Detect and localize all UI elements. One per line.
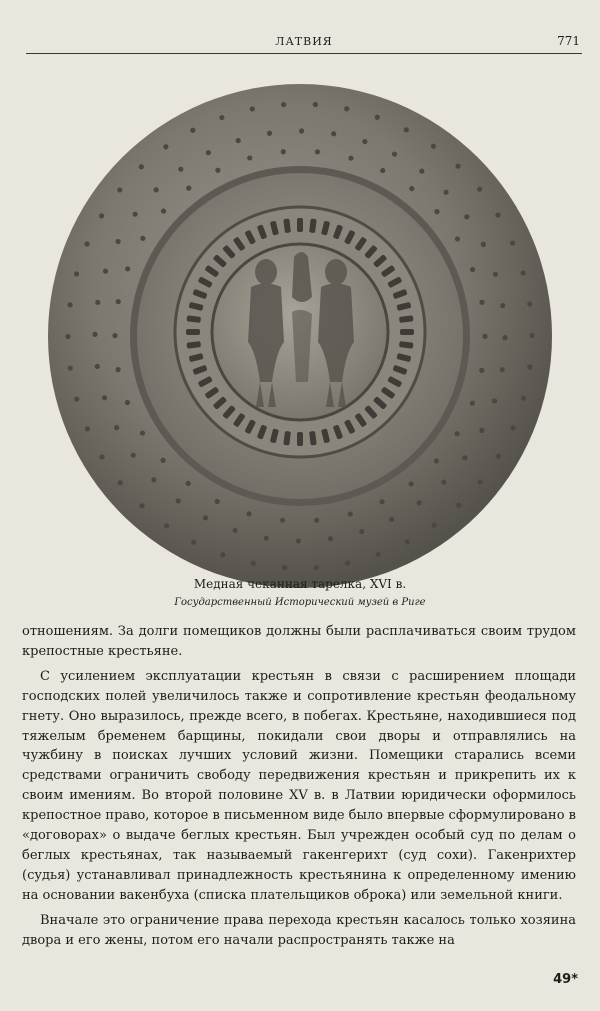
body-text xyxy=(22,622,576,951)
running-head: ЛАТВИЯ xyxy=(275,35,333,48)
page-header xyxy=(26,31,582,54)
page-number: 771 xyxy=(557,34,580,48)
figure-caption-source: Государственный Исторический музей в Риге xyxy=(174,597,426,608)
paragraph: С усилением эксплуатации крестьян в связи с расширением площади господских полей увеличилось также и сопротивление крестьян феодальному гнету. Оно выразилось, прежде всего, в побегах. Крестьяне, находившиеся под тяжелым бременем барщины, покидали свои дворы и отправлялись на чужбину в поисках лучших условий жизни. Помещики старались всеми средствами ограничить свободу передвижения крестьян и прикрепить их к своим имениям. Во второй половине XV в. в Латвии юридически оформилось крепостное право, которое в письменном виде было впервые сформулировано в «договорах» о выдаче беглых крестьян. Был учрежден особый суд по делам о беглых крестьянах, так называемый гакенгерихт (суд сохи). Гакенрихтер (судья) устанавливал принадлежность крестьянина к определенному имению на основании вакенбуха (списка плательщиков оброка) или земельной книги. xyxy=(22,668,576,903)
signature-mark: 49* xyxy=(553,972,578,987)
paragraph: Вначале это ограничение права перехода крестьян касалось только хозяина двора и его жены, потом его начали распространять также на xyxy=(22,912,576,948)
paragraph: отношениям. За долги помещиков должны были расплачиваться своим трудом крепостные крестьяне. xyxy=(22,624,576,659)
copper-plate-illustration xyxy=(46,82,554,590)
figure-caption-title: Медная чеканная тарелка, XVI в. xyxy=(193,577,407,591)
